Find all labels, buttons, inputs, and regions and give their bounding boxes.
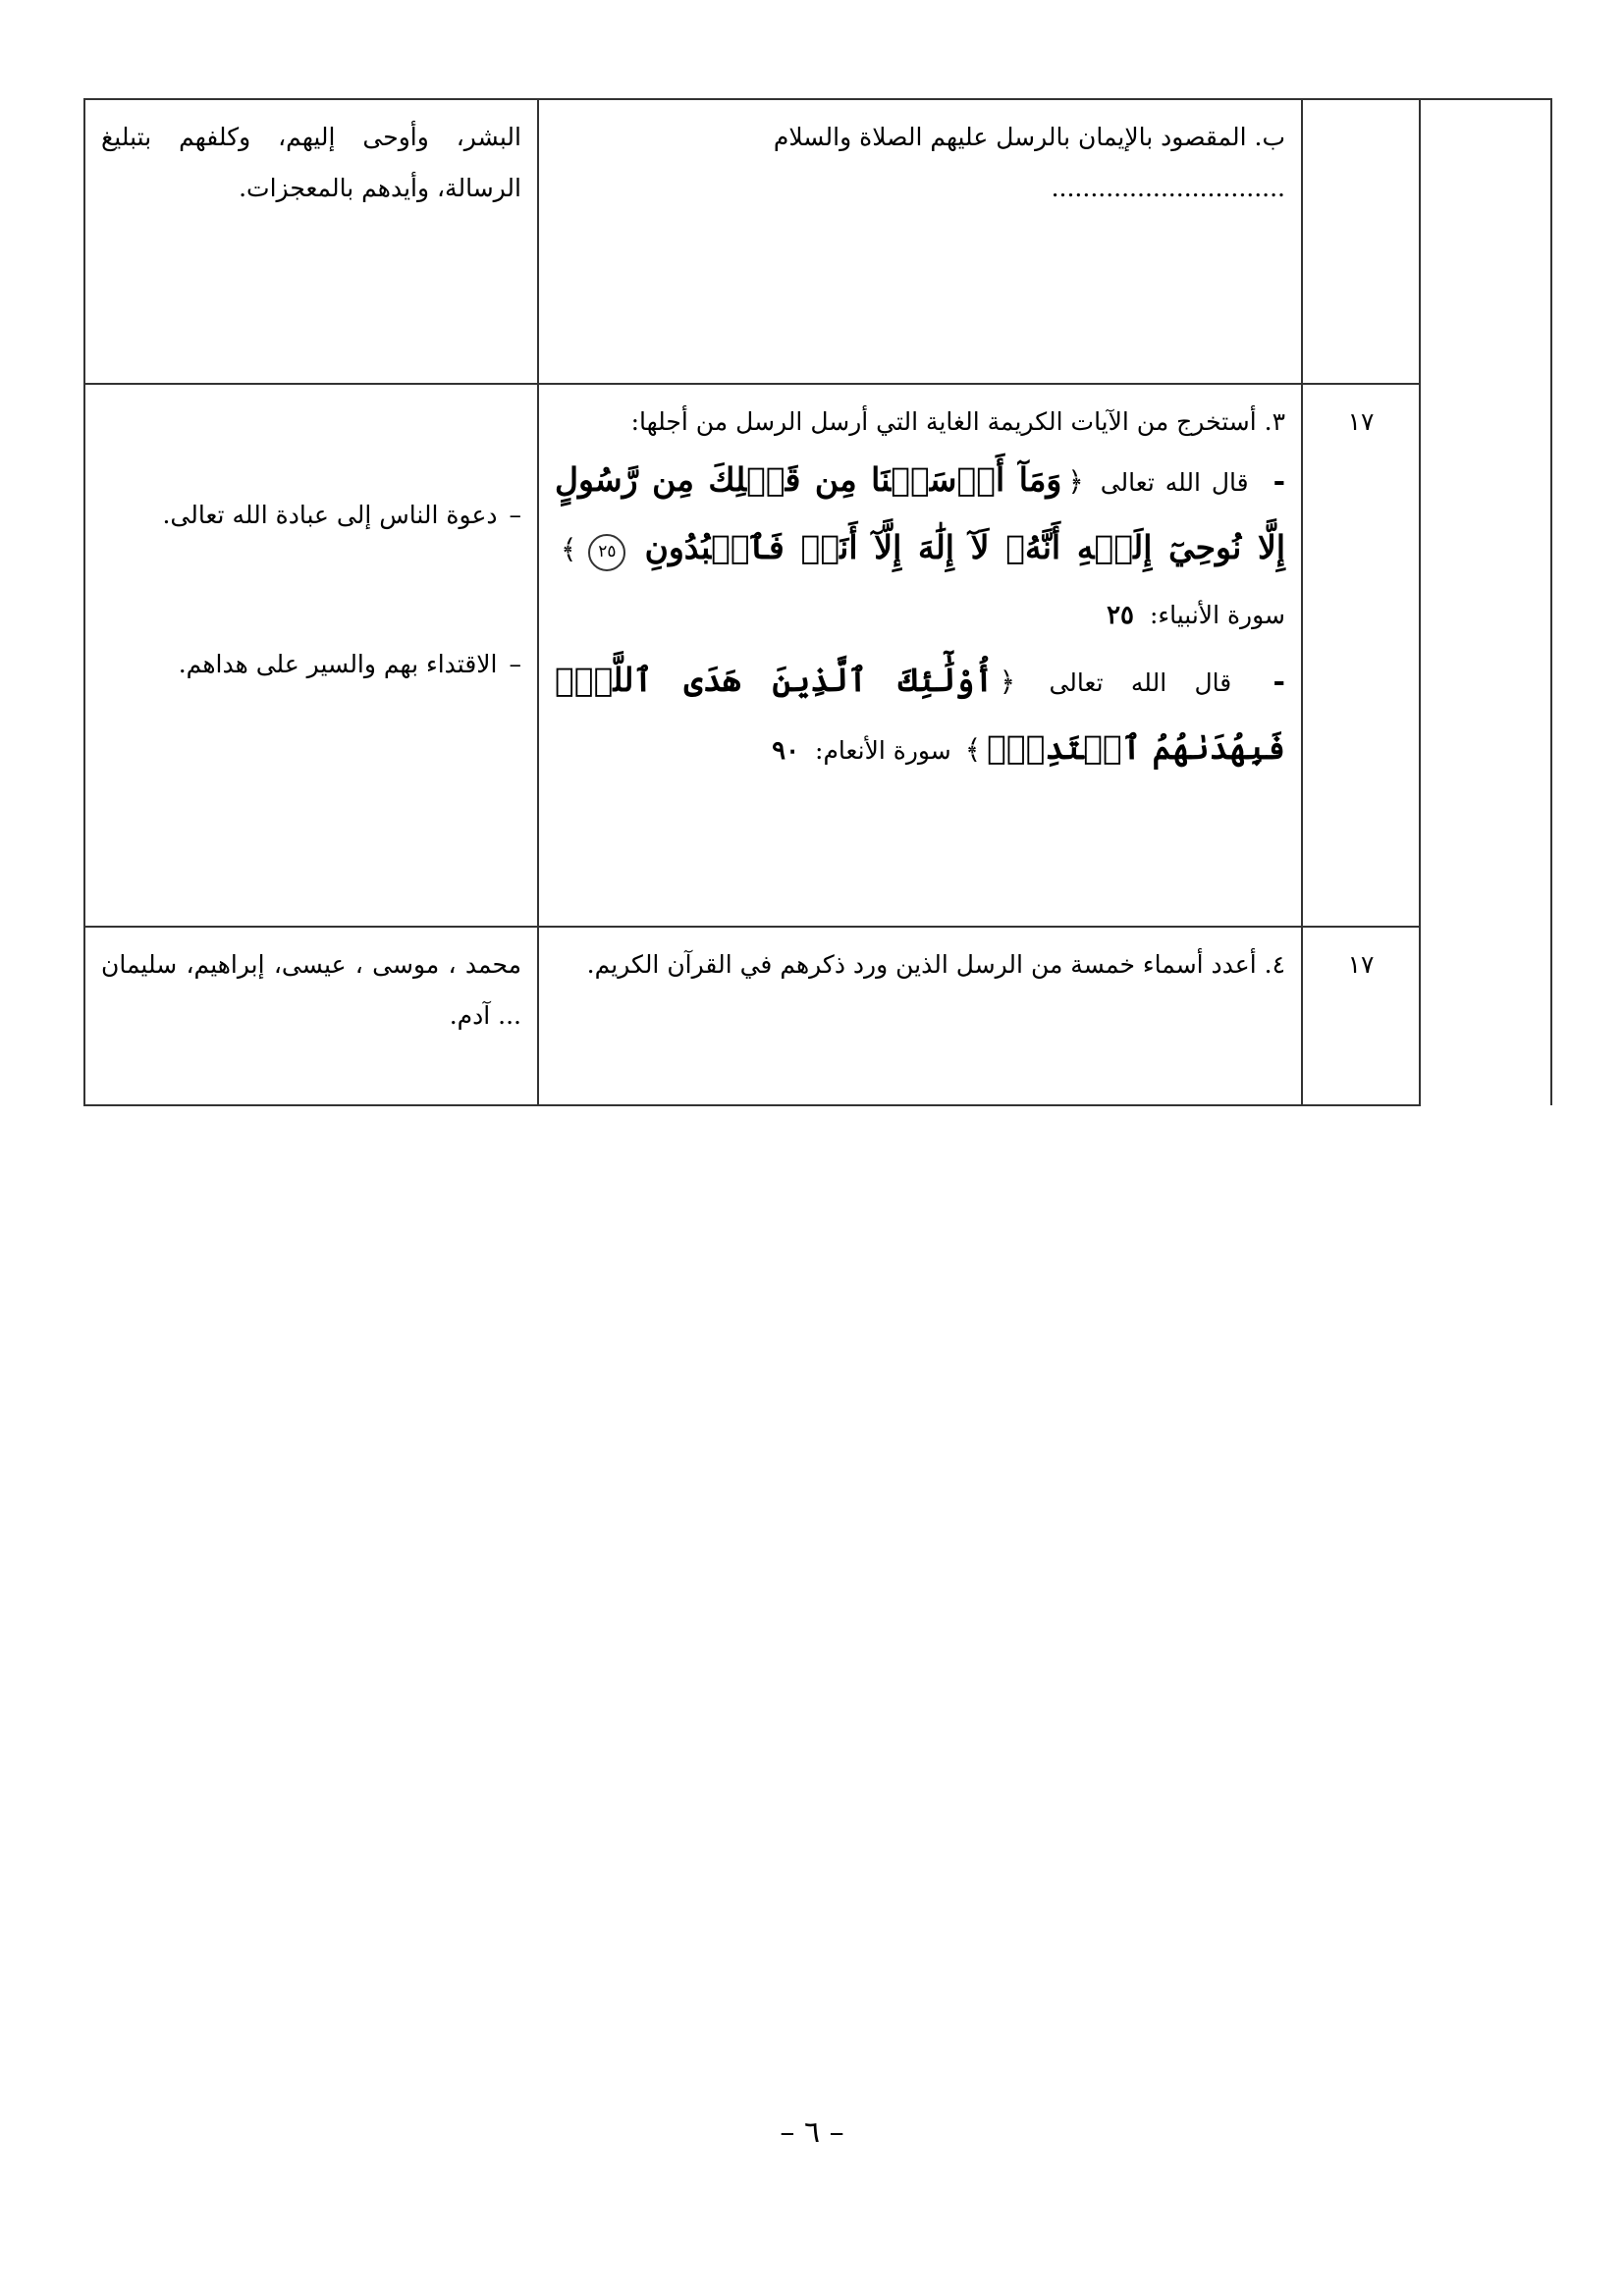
ornate-bracket-close-icon: ﴾ [964,733,982,766]
quran-verse: أُوْلَٰٓئِكَ ٱلَّذِينَ هَدَى ٱللَّهُۖ فَبِهُدَىٰهُمُ ٱقۡتَدِهۡۗ [555,661,1285,767]
question-text: ب. المقصود بالإيمان بالرسل عليهم الصلاة والسلام [773,123,1285,151]
answer-blank-dots: .............................. [1051,174,1285,202]
ornate-bracket-open-icon: ﴿ [1067,465,1084,498]
verse-item [555,448,1285,648]
question-text: ٤. أعدد أسماء خمسة من الرسل الذين ورد ذكرهم في القرآن الكريم. [586,950,1285,979]
surah-ayah-number: ٢٥ [1107,601,1135,630]
bullet-dash: - [1272,464,1286,499]
ayah-marker: ٢٥ [588,534,625,571]
surah-reference: سورة الأنبياء: [1149,601,1285,629]
ornate-bracket-open-icon: ﴿ [999,666,1016,698]
answer-text: –الاقتداء بهم والسير على هداهم. [178,650,521,678]
blank-cell [1420,99,1551,1105]
question-text: ٣. أستخرج من الآيات الكريمة الغاية التي أرسل الرسل من أجلها: [630,407,1285,436]
questions-table [83,98,1552,1106]
verse-intro: قال الله تعالى [1100,468,1249,497]
number-cell: ١٧ [1302,384,1420,927]
table-row [84,99,1551,384]
answer-cell [84,99,538,384]
answer-text: البشر، وأوحى إليهم، وكلفهم بتبليغ الرسالة، وأيدهم بالمعجزات. [101,123,521,202]
number-cell [1302,99,1420,384]
verse-item [555,648,1285,783]
page-number: – ٦ – [780,2115,844,2150]
number-cell: ١٧ [1302,927,1420,1105]
answer-cell [84,927,538,1105]
table-row [84,927,1551,1105]
question-cell [538,927,1302,1105]
answer-cell [84,384,538,927]
question-cell [538,99,1302,384]
surah-ayah-number: ٩٠ [772,736,800,766]
bullet-dash: - [1272,665,1285,699]
surah-reference: سورة الأنعام: [815,736,951,765]
quran-verse: وَمَآ أَرۡسَلۡنَا مِن قَبۡلِكَ مِن رَّسُولٍ إِلَّا نُوحِيٓ إِلَيۡهِ أَنَّهُۥ لَآ إِلَٰهَ إِلَّآ أَنَا۠ فَٱعۡبُدُونِ [555,460,1285,566]
answer-text: محمد ، موسى ، عيسى، إبراهيم، سليمان ... آدم. [101,950,521,1030]
question-cell [538,384,1302,927]
answer-text: –دعوة الناس إلى عبادة الله تعالى. [162,501,521,529]
ornate-bracket-close-icon: ﴾ [561,533,577,565]
verse-intro: قال الله تعالى [1049,668,1232,697]
table-row [84,384,1551,927]
